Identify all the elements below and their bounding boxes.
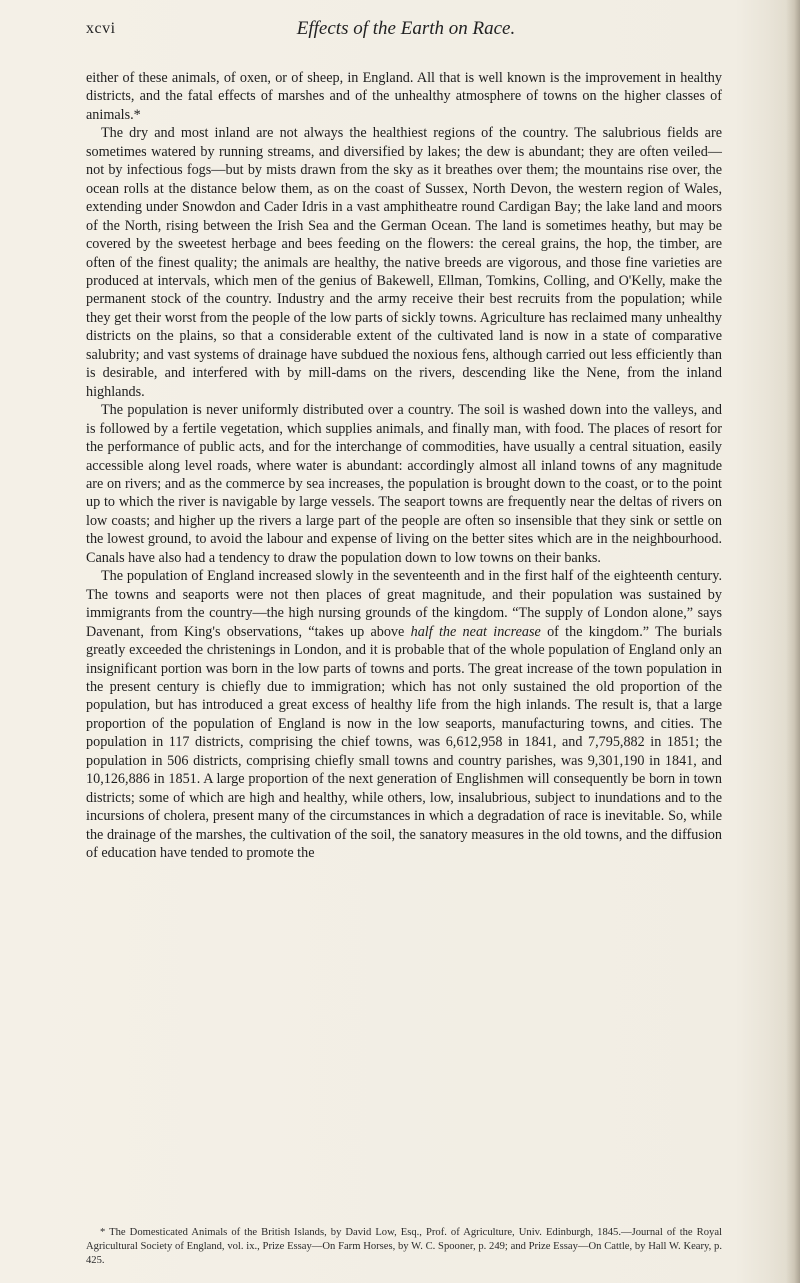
page-number: xcvi bbox=[86, 20, 116, 37]
paragraph-4-emphasis: half the neat increase bbox=[410, 623, 541, 640]
paragraph-4-text-after: of the kingdom.” The burials greatly exceeded the christenings in London, and it is probable that of the whole population of England only an insignificant portion was born in the low parts of towns and ports. The great increase of the town population in the present century is chiefly due to immigration; which has not only sustained the old proportion of the population, but has introduced a great excess of healthy life from the high inlands. The result is, that a large proportion of the population of England is now in the low seaports, manufacturing towns, and cities. The population in 117 districts, comprising the chief towns, was 6,612,958 in 1841, and 7,795,882 in 1851; the population in 506 districts, comprising chiefly small towns and country parishes, was 9,301,190 in 1841, and 10,126,886 in 1851. A large proportion of the next generation of Englishmen will consequently be born in town districts; some of which are high and healthy, while others, low, insalubrious, subject to inundations and to the incursions of cholera, present many of the circumstances in which a degradation of race is inevitable. So, while the drainage of the marshes, the cultivation of the soil, the sanatory measures in the old towns, and the diffusion of education have tended to promote the bbox=[86, 623, 723, 862]
paragraph-1: either of these animals, of oxen, or of sheep, in England. All that is well known is the improvement in healthy districts, and the fatal effects of marshes and of the unhealthy atmosphere of towns on the higher classes of animals.* bbox=[86, 70, 722, 123]
footnote: * The Domesticated Animals of the British Islands, by David Low, Esq., Prof. of Agriculture, Univ. Edinburgh, 1845.—Journal of the Royal Agricultural Society of England, vol. ix., Prize Essay—On Farm Horses, by W. C. Spooner, p. 249; and Prize Essay—On Cattle, by Hall W. Keary, p. 425. bbox=[86, 1227, 722, 1266]
paragraph-2: The dry and most inland are not always the healthiest regions of the country. The salubrious fields are sometimes watered by running streams, and diversified by lakes; the dew is abundant; they are often veiled—not by infectious fogs—but by mists drawn from the sky as it breathes over them; the mountains rise over, the ocean rolls at the distance below them, as on the coast of Sussex, North Devon, the western region of Wales, extending under Snowdon and Cader Idris in a vast amphitheatre round Cardigan Bay; the lake land and moors of the North, rising between the Irish Sea and the German Ocean. The land is sometimes heathy, but may be covered by the sweetest herbage and bees feeding on the flowers: the cereal grains, the hop, the timber, are often of the finest quality; the animals are healthy, the native breeds are vigorous, and those fine varieties are produced at intervals, which men of the genius of Bakewell, Ellman, Tomkins, Colling, and O'Kelly, make the permanent stock of the country. Industry and the army receive their best recruits from the population; while they get their worst from the people of the low parts of sickly towns. Agriculture has reclaimed many unhealthy districts on the plains, so that a considerable extent of the cultivated land is now in a state of comparative salubrity; and vast systems of drainage have subdued the noxious fens, although carried out less efficiently than is desirable, and interfered with by mill-dams on the rivers, descending like the Nene, from the inland highlands. bbox=[86, 125, 722, 400]
paragraph-4-text-before: The population of England increased slowly in the seventeenth and in the first half of the eighteenth century. The towns and seaports were not then places of great magnitude, and their population was sustained by immigrants from the country—the high nursing grounds of the kingdom. “The supply of London alone,” says Davenant, from King's observations, “takes up above bbox=[86, 568, 722, 640]
paragraph-3: The population is never uniformly distributed over a country. The soil is washed down into the valleys, and is followed by a fertile vegetation, which supplies animals, and finally man, with food. The places of resort for the performance of public acts, and for the interchange of commodities, have usually a central situation, easily accessible along level roads, where water is abundant: accordingly almost all inland towns of any magnitude are on rivers; and as the commerce by sea increases, the population is brought down to the coast, or to the point up to which the river is navigable by large vessels. The seaport towns are frequently near the deltas of rivers on low coasts; and higher up the rivers a large part of the people are often so insensible that they sink or settle on the lowest ground, to avoid the labour and expense of living on the better sites which are in the neighbourhood. Canals have also had a tendency to draw the population down to low towns on their banks. bbox=[86, 402, 722, 566]
body-text bbox=[86, 69, 722, 862]
page-header bbox=[86, 18, 726, 46]
paragraph-4 bbox=[86, 567, 722, 862]
page-edge-shadow bbox=[786, 0, 800, 1283]
running-title: Effects of the Earth on Race. bbox=[296, 18, 516, 39]
